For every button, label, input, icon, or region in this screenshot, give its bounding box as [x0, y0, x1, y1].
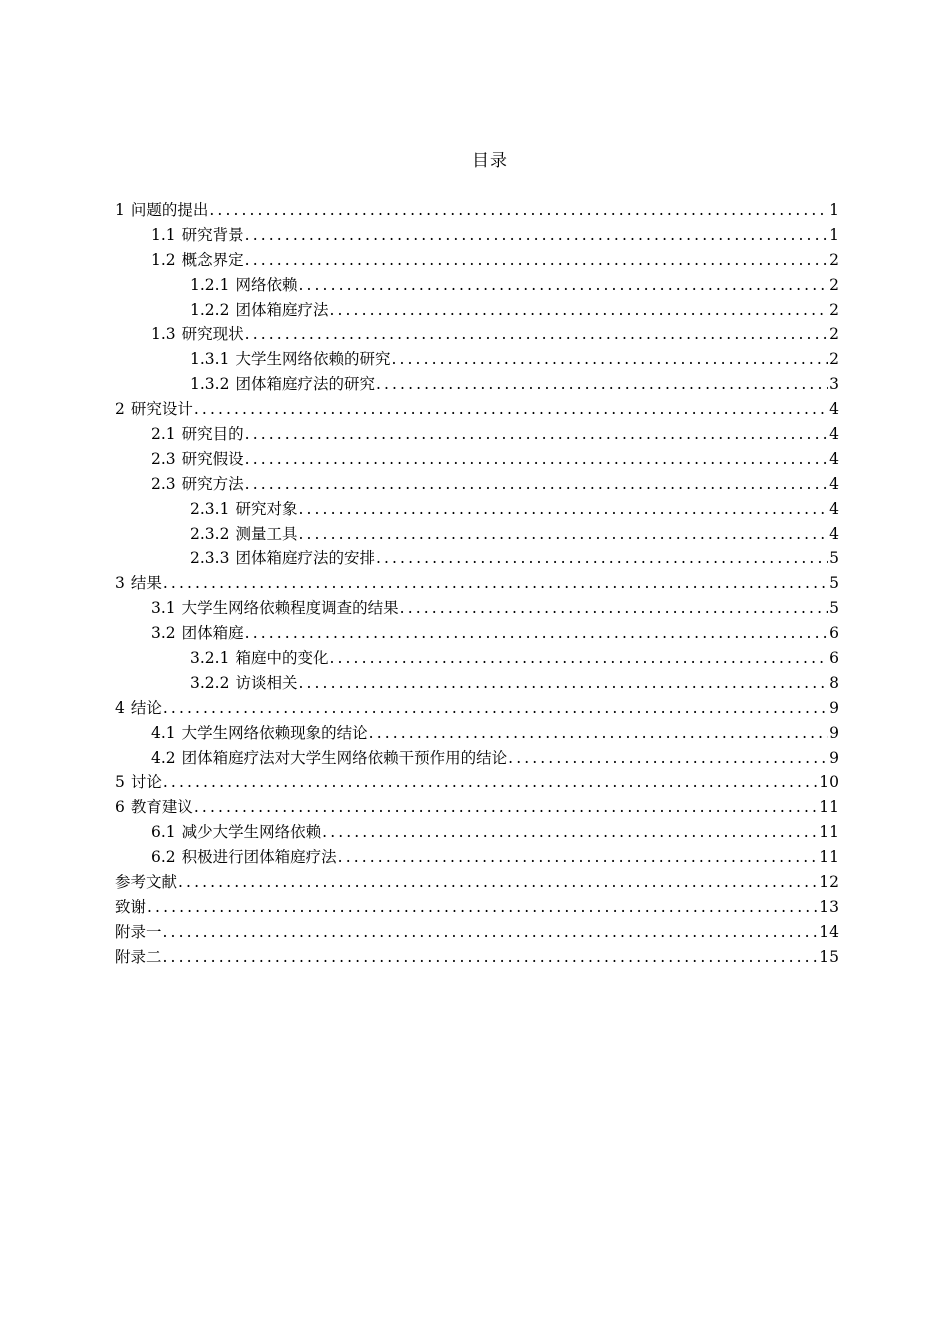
toc-entry-number: 2	[115, 400, 125, 419]
toc-dot-leader	[244, 322, 828, 347]
toc-entry-title: 附录二	[115, 947, 162, 966]
toc-dot-leader	[244, 447, 828, 472]
toc-entry[interactable]	[115, 273, 839, 298]
toc-dot-leader	[328, 646, 828, 671]
toc-entry[interactable]	[115, 621, 839, 646]
toc-entry[interactable]	[115, 795, 839, 820]
toc-entry[interactable]	[115, 696, 839, 721]
toc-entry-number: 3.2.2	[190, 673, 230, 692]
toc-entry[interactable]	[115, 770, 839, 795]
toc-entry-title: 访谈相关	[235, 673, 298, 692]
toc-dot-leader	[328, 298, 828, 323]
toc-entry[interactable]	[115, 571, 839, 596]
toc-entry[interactable]	[115, 422, 839, 447]
toc-entry-number: 2.3.2	[190, 524, 230, 543]
toc-entry[interactable]	[115, 497, 839, 522]
toc-dot-leader	[162, 945, 819, 970]
toc-dot-leader	[321, 820, 818, 845]
toc-entry[interactable]	[115, 845, 839, 870]
toc-dot-leader	[244, 248, 828, 273]
toc-entry-number: 4.1	[151, 723, 176, 742]
toc-dot-leader	[337, 845, 819, 870]
toc-entry-title: 附录一	[115, 922, 162, 941]
toc-dot-leader	[208, 198, 828, 223]
toc-entry-page-number: 4	[829, 400, 839, 419]
toc-entry-page-number: 1	[829, 201, 839, 219]
toc-entry[interactable]	[115, 746, 839, 771]
toc-entry-number: 1.2.2	[190, 300, 230, 319]
toc-entry-page-number: 10	[819, 773, 839, 792]
toc-dot-leader	[244, 472, 828, 497]
toc-entry-page-number: 14	[819, 922, 839, 941]
toc-entry-page-number: 4	[829, 474, 839, 493]
toc-dot-leader	[244, 621, 828, 646]
toc-entry-number: 1.3	[151, 325, 176, 344]
toc-entry[interactable]	[115, 870, 839, 895]
toc-entry-number: 1.2	[151, 250, 176, 269]
toc-entry-page-number: 2	[829, 325, 839, 344]
toc-entry-page-number: 5	[829, 599, 839, 618]
toc-entry-title: 结果	[130, 574, 162, 593]
toc-dot-leader	[162, 920, 819, 945]
toc-entry-title: 团体箱庭疗法的安排	[235, 549, 375, 568]
toc-entry-number: 1.3.1	[190, 350, 230, 369]
toc-entry-page-number: 5	[829, 574, 839, 593]
toc-entry-page-number: 2	[829, 250, 839, 269]
toc-dot-leader	[368, 721, 828, 746]
toc-entry[interactable]	[115, 322, 839, 347]
toc-entry-page-number: 3	[829, 375, 839, 394]
toc-entry-page-number: 13	[819, 897, 839, 916]
toc-entry-page-number: 9	[829, 698, 839, 717]
toc-entry-title: 结论	[130, 698, 162, 717]
toc-entry[interactable]	[115, 945, 839, 970]
toc-entry-number: 4	[115, 698, 125, 717]
toc-entry[interactable]	[115, 447, 839, 472]
toc-entry-title: 团体箱庭	[181, 624, 244, 643]
toc-entry-number: 1.2.1	[190, 275, 230, 294]
toc-entry-number: 3.2	[151, 624, 176, 643]
toc-entry-title: 讨论	[130, 773, 162, 792]
toc-entry-page-number: 9	[829, 723, 839, 742]
toc-entry[interactable]	[115, 248, 839, 273]
toc-dot-leader	[297, 522, 828, 547]
toc-entry-title: 致谢	[115, 897, 147, 916]
toc-entry-number: 3	[115, 574, 125, 593]
toc-entry-title: 研究对象	[235, 499, 298, 518]
toc-entry-page-number: 4	[829, 449, 839, 468]
toc-entry-page-number: 6	[829, 649, 839, 668]
toc-entry-title: 大学生网络依赖现象的结论	[181, 723, 368, 742]
toc-entry-number: 1.1	[151, 225, 176, 244]
toc-entry-page-number: 1	[829, 225, 839, 244]
toc-dot-leader	[162, 696, 828, 721]
toc-entry-number: 2.1	[151, 425, 176, 444]
toc-dot-leader	[244, 223, 828, 248]
toc-entry-title: 测量工具	[235, 524, 298, 543]
toc-entry-title: 积极进行团体箱庭疗法	[181, 848, 337, 867]
toc-entry[interactable]	[115, 298, 839, 323]
toc-entry[interactable]	[115, 920, 839, 945]
toc-entry[interactable]	[115, 347, 839, 372]
toc-dot-leader	[399, 596, 828, 621]
toc-entry-number: 3.2.1	[190, 649, 230, 668]
toc-entry-page-number: 2	[829, 300, 839, 319]
toc-title: 目录	[472, 151, 508, 171]
toc-entry-title: 大学生网络依赖程度调查的结果	[181, 599, 399, 618]
toc-dot-leader	[244, 422, 828, 447]
toc-entry[interactable]	[115, 721, 839, 746]
toc-entry-number: 2.3.3	[190, 549, 230, 568]
toc-dot-leader	[297, 497, 828, 522]
toc-entry[interactable]	[115, 397, 839, 422]
toc-entry-title: 研究背景	[181, 225, 244, 244]
toc-entry-number: 5	[115, 773, 125, 792]
toc-entry-page-number: 11	[819, 798, 839, 817]
toc-entry-title: 网络依赖	[235, 275, 298, 294]
toc-entry-title: 团体箱庭疗法	[235, 300, 329, 319]
toc-entry-title: 研究现状	[181, 325, 244, 344]
toc-entry-number: 1.3.2	[190, 375, 230, 394]
toc-entry[interactable]	[115, 522, 839, 547]
table-of-contents	[115, 198, 839, 970]
toc-entry-page-number: 8	[829, 673, 839, 692]
toc-entry[interactable]	[115, 895, 839, 920]
toc-entry-page-number: 11	[819, 823, 839, 842]
toc-entry-title: 团体箱庭疗法的研究	[235, 375, 375, 394]
toc-entry-number: 6	[115, 798, 125, 817]
toc-entry-title: 教育建议	[130, 798, 193, 817]
toc-entry-page-number: 5	[829, 549, 839, 568]
toc-entry-page-number: 9	[829, 748, 839, 767]
toc-dot-leader	[177, 870, 818, 895]
toc-entry[interactable]	[115, 223, 839, 248]
toc-entry-page-number: 4	[829, 499, 839, 518]
toc-entry-title: 减少大学生网络依赖	[181, 823, 322, 842]
toc-entry[interactable]	[115, 596, 839, 621]
toc-entry-page-number: 2	[829, 275, 839, 294]
toc-dot-leader	[390, 347, 828, 372]
toc-entry-title: 箱庭中的变化	[235, 649, 329, 668]
toc-dot-leader	[162, 571, 828, 596]
toc-entry-number: 2.3.1	[190, 499, 230, 518]
toc-dot-leader	[146, 895, 818, 920]
toc-entry-page-number: 2	[829, 350, 839, 369]
toc-entry-title: 研究假设	[181, 449, 244, 468]
toc-dot-leader	[297, 273, 828, 298]
toc-dot-leader	[507, 746, 828, 771]
toc-entry[interactable]	[115, 198, 839, 223]
toc-entry-title: 大学生网络依赖的研究	[235, 350, 391, 369]
toc-dot-leader	[375, 372, 828, 397]
toc-entry-title: 问题的提出	[130, 201, 209, 219]
toc-dot-leader	[375, 546, 828, 571]
toc-entry[interactable]	[115, 820, 839, 845]
toc-entry[interactable]	[115, 472, 839, 497]
toc-entry-page-number: 4	[829, 524, 839, 543]
toc-entry-page-number: 11	[819, 848, 839, 867]
toc-entry-page-number: 4	[829, 425, 839, 444]
toc-entry-number: 4.2	[151, 748, 176, 767]
toc-dot-leader	[193, 397, 828, 422]
toc-entry-title: 参考文献	[115, 873, 178, 892]
toc-entry[interactable]	[115, 372, 839, 397]
toc-entry[interactable]	[115, 646, 839, 671]
toc-entry-number: 2.3	[151, 474, 176, 493]
toc-dot-leader	[162, 770, 818, 795]
toc-entry-page-number: 12	[819, 873, 839, 892]
toc-entry[interactable]	[115, 546, 839, 571]
toc-entry-title: 研究设计	[130, 400, 193, 419]
toc-entry-page-number: 6	[829, 624, 839, 643]
toc-dot-leader	[193, 795, 818, 820]
toc-entry-title: 团体箱庭疗法对大学生网络依赖干预作用的结论	[181, 748, 508, 767]
toc-entry-number: 3.1	[151, 599, 176, 618]
toc-entry-number: 6.1	[151, 823, 176, 842]
toc-entry-title: 概念界定	[181, 250, 244, 269]
toc-entry-page-number: 15	[819, 947, 839, 966]
toc-entry-title: 研究目的	[181, 425, 244, 444]
toc-entry-number: 2.3	[151, 449, 176, 468]
toc-dot-leader	[297, 671, 828, 696]
toc-entry-number: 1	[115, 201, 125, 219]
toc-entry[interactable]	[115, 671, 839, 696]
toc-entry-number: 6.2	[151, 848, 176, 867]
toc-entry-title: 研究方法	[181, 474, 244, 493]
